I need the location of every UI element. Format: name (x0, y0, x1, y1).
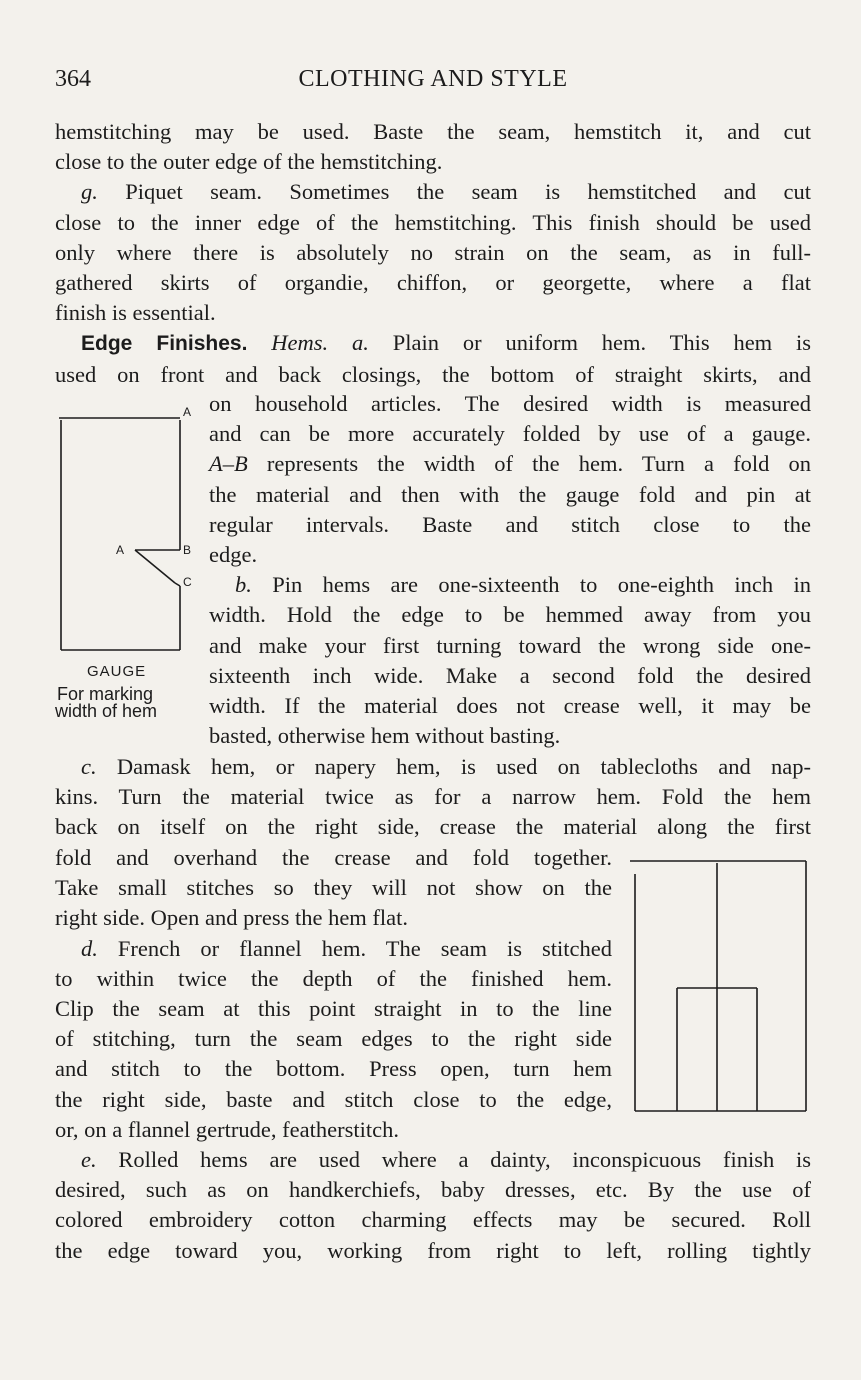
gauge-label-c: C (183, 575, 192, 589)
section-heading: Edge Finishes. (81, 332, 248, 356)
text-fragment: Rolled hems are used where a dainty, inconspicuous finish is (118, 1147, 811, 1172)
item-label: g. (81, 179, 98, 205)
item-label: e. (81, 1147, 97, 1172)
text-line: to within twice the depth of the finished hem. (55, 965, 612, 991)
text-line: the material and then with the gauge fold and pin at (209, 481, 811, 507)
text-line: or, on a flannel gertrude, featherstitch. (55, 1116, 399, 1142)
text-line: colored embroidery cotton charming effects may be secured. Roll (55, 1207, 811, 1233)
item-label: d. (81, 935, 98, 961)
text-fragment: Damask hem, or napery hem, is used on tablecloths and nap- (116, 754, 811, 779)
text-line: of stitching, turn the seam edges to the right side (55, 1026, 612, 1052)
hem-side-text (55, 843, 612, 1145)
text-line: desired, such as on handkerchiefs, baby dresses, etc. By the use of (55, 1177, 811, 1203)
text-line: gathered skirts of organdie, chiffon, or georgette, where a flat (55, 270, 811, 296)
gauge-caption-line-2: width of hem (55, 701, 158, 721)
text-fragment: Piquet seam. Sometimes the seam is hemstitched and cut (125, 179, 811, 205)
text-line: on household articles. The desired width is measured (209, 391, 811, 416)
text-line: only where there is absolutely no strain on the seam, as in full- (55, 239, 811, 265)
gauge-side-text (209, 389, 811, 751)
text-line: and can be more accurately folded by use of a gauge. (209, 421, 811, 447)
text-line (55, 328, 811, 359)
gauge-label-a-top: A (183, 405, 192, 419)
text-line: close to the inner edge of the hemstitching. This finish should be used (55, 209, 811, 235)
text-line: used on front and back closings, the bottom of straight skirts, and (55, 361, 811, 387)
text-line: close to the outer edge of the hemstitching. (55, 149, 443, 175)
page-number: 364 (55, 66, 91, 92)
french-hem-figure (628, 855, 813, 1117)
running-head: CLOTHING AND STYLE (298, 66, 568, 92)
text-fragment: Pin hems are one-sixteenth to one-eighth inch in (272, 572, 811, 598)
gauge-notch-return (175, 583, 180, 586)
top-text-block (55, 117, 811, 390)
text-fragment: Plain or uniform hem. This hem is (392, 330, 812, 356)
text-line: Take small stitches so they will not show on the (55, 875, 612, 901)
italic-ref: A–B (209, 451, 248, 477)
text-line (209, 449, 811, 479)
gauge-label-a: A (116, 543, 125, 557)
text-line: edge. (209, 542, 258, 568)
text-line: and make your first turning toward the wrong side one- (209, 632, 811, 658)
item-label: c. (81, 754, 97, 779)
gauge-figure (55, 408, 205, 658)
text-line: sixteenth inch wide. Make a second fold the desired (209, 662, 811, 688)
middle-text-block (55, 752, 811, 843)
text-line (209, 570, 811, 600)
text-line: and stitch to the bottom. Press open, turn hem (55, 1056, 612, 1082)
subheading: Hems. (271, 330, 329, 356)
text-line: hemstitching may be used. Baste the seam, hemstitch it, and cut (55, 119, 811, 144)
text-line (55, 1145, 811, 1175)
text-fragment: French or flannel hem. The seam is stitched (117, 935, 613, 961)
text-line: back on itself on the right side, crease the material along the first (55, 814, 811, 840)
text-line: regular intervals. Baste and stitch close to the (209, 511, 811, 537)
text-line (55, 934, 612, 964)
text-line: finish is essential. (55, 300, 216, 326)
text-line (55, 752, 811, 782)
text-line: width. If the material does not crease well, it may be (209, 693, 811, 719)
gauge-label-b: B (183, 543, 192, 557)
text-line: basted, otherwise hem without basting. (209, 723, 561, 749)
text-line: width. Hold the edge to be hemmed away from you (209, 602, 811, 628)
text-line: fold and overhand the crease and fold together. (55, 845, 612, 870)
gauge-notch-diagonal (135, 550, 175, 583)
page-header (55, 66, 811, 100)
text-line (55, 177, 811, 207)
text-line: the right side, baste and stitch close to the edge, (55, 1086, 612, 1112)
text-line: kins. Turn the material twice as for a narrow hem. Fold the hem (55, 784, 811, 810)
text-line: right side. Open and press the hem flat. (55, 905, 409, 931)
bottom-text-block (55, 1145, 811, 1266)
item-label: a. (352, 330, 369, 356)
text-line: the edge toward you, working from right to left, rolling tightly (55, 1237, 811, 1263)
text-fragment: represents the width of the hem. Turn a fold on (266, 451, 812, 477)
text-line: Clip the seam at this point straight in to the line (55, 996, 612, 1022)
gauge-caption-line-1: For marking (57, 684, 154, 704)
gauge-caption-title: GAUGE (87, 663, 147, 680)
item-label: b. (235, 572, 252, 598)
